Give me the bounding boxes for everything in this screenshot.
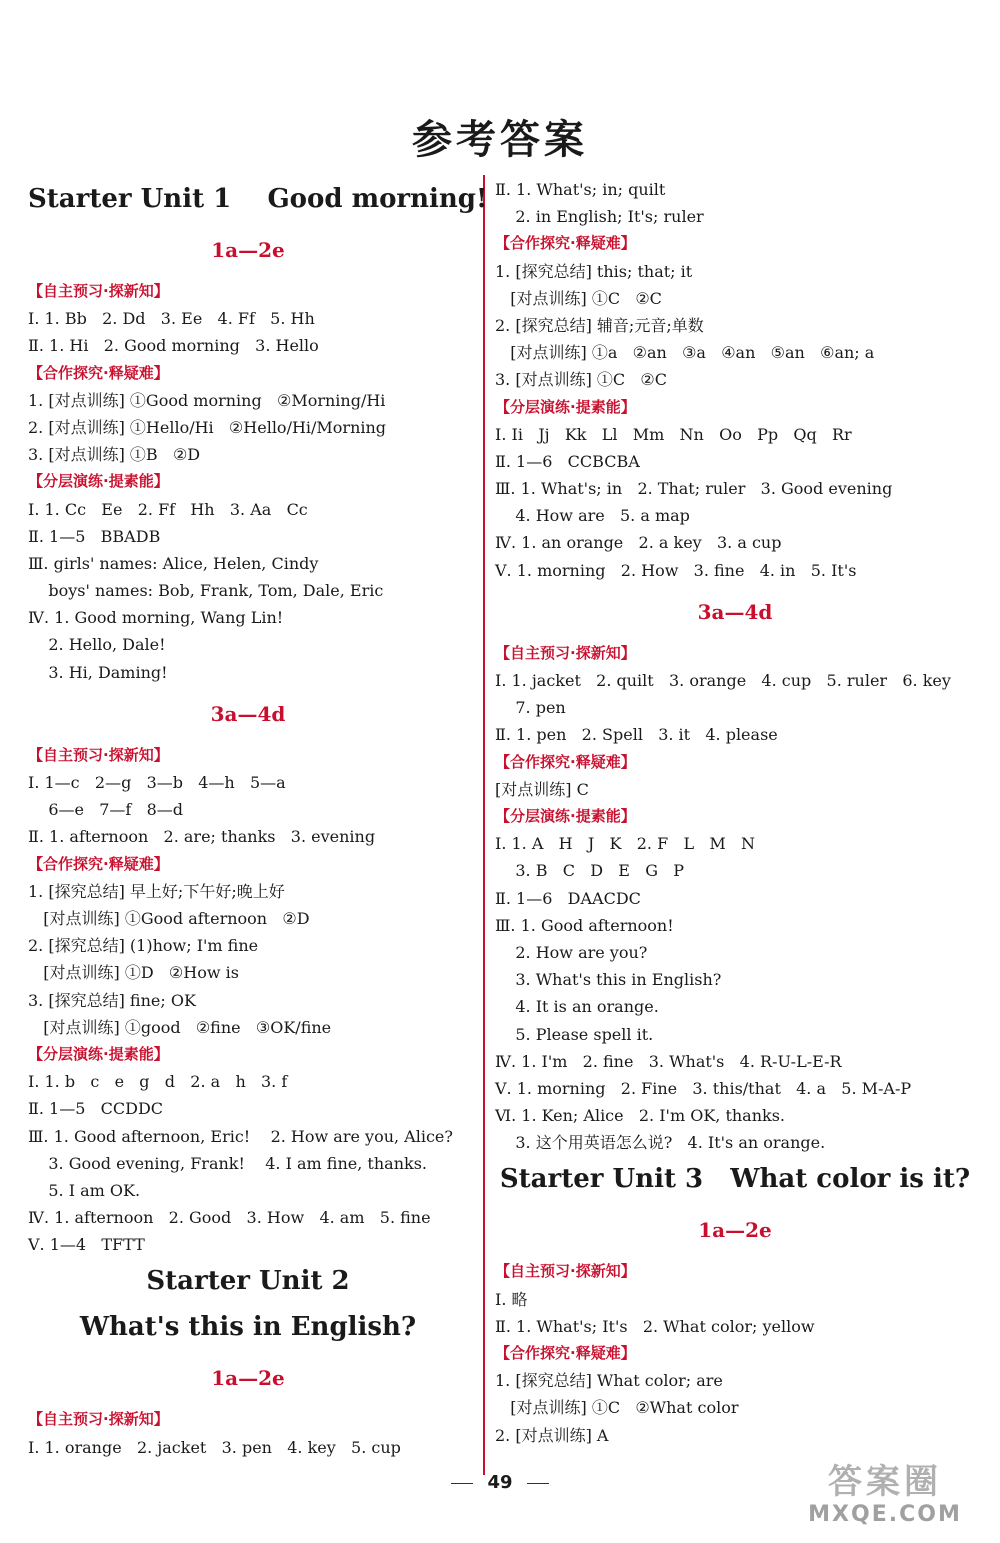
right-column bbox=[495, 176, 975, 1449]
answer-line: 2. [对点训练] ①Hello/Hi ②Hello/Hi/Morning bbox=[28, 417, 387, 437]
answer-line: 4. It is an orange. bbox=[495, 997, 659, 1017]
section-label: 【合作探究·释疑难】 bbox=[495, 752, 636, 771]
unit-heading: Starter Unit 2 bbox=[146, 1266, 350, 1297]
section-label: 【自主预习·探新知】 bbox=[28, 1410, 169, 1429]
answer-line: Ⅳ. 1. Good morning, Wang Lin! bbox=[28, 608, 284, 628]
answer-line: Ⅱ. 1—5 CCDDC bbox=[28, 1099, 164, 1119]
answer-line: Ⅴ. 1—4 TFTT bbox=[28, 1235, 145, 1255]
watermark-logo-text: 答案圈 bbox=[828, 1462, 942, 1502]
answer-line: 6—e 7—f 8—d bbox=[28, 800, 184, 820]
page-number-dash-left bbox=[451, 1483, 473, 1484]
answer-line: 5. I am OK. bbox=[28, 1180, 141, 1200]
answer-line: Ⅱ. 1. pen 2. Spell 3. it 4. please bbox=[495, 725, 778, 745]
section-label: 【合作探究·释疑难】 bbox=[28, 363, 169, 382]
answer-line: Ⅱ. 1. What's; in; quilt bbox=[495, 180, 666, 199]
section-label: 【分层演练·提素能】 bbox=[495, 807, 636, 825]
column-divider bbox=[483, 175, 485, 1475]
lesson-heading: 1a—2e bbox=[211, 238, 285, 262]
answer-line: Ⅴ. 1. morning 2. How 3. fine 4. in 5. It's bbox=[495, 560, 857, 580]
answer-line: 7. pen bbox=[495, 698, 566, 718]
answer-line: 2. [对点训练] A bbox=[495, 1425, 609, 1445]
answer-line: Ⅲ. girls' names: Alice, Helen, Cindy bbox=[28, 553, 319, 573]
answer-line: Ⅳ. 1. afternoon 2. Good 3. How 4. am 5. fine bbox=[28, 1208, 431, 1228]
lesson-heading: 3a—4d bbox=[697, 599, 773, 624]
answer-line: Ⅲ. 1. Good afternoon! bbox=[495, 915, 674, 935]
lesson-heading: 1a—2e bbox=[211, 1366, 285, 1391]
answer-line: 2. How are you? bbox=[495, 942, 648, 962]
unit-heading: What's this in English? bbox=[79, 1312, 417, 1343]
answer-line: Ⅰ. 略 bbox=[495, 1289, 528, 1309]
answer-line: Ⅰ. 1. jacket 2. quilt 3. orange 4. cup 5. ruler 6. key bbox=[495, 671, 951, 691]
answer-line: [对点训练] ①good ②fine ③OK/fine bbox=[28, 1017, 332, 1037]
answer-line: Ⅳ. 1. I'm 2. fine 3. What's 4. R-U-L-E-R bbox=[495, 1051, 842, 1071]
page-number-dash-right bbox=[527, 1483, 549, 1484]
watermark-logo bbox=[780, 1462, 990, 1534]
answer-line: 3. [对点训练] ①C ②C bbox=[495, 370, 668, 390]
section-label: 【自主预习·探新知】 bbox=[28, 745, 169, 764]
unit-heading: Starter Unit 3 What color is it? bbox=[499, 1164, 971, 1195]
answer-line: 4. How are 5. a map bbox=[495, 506, 690, 526]
answer-line: 5. Please spell it. bbox=[495, 1024, 654, 1044]
answer-line: Ⅲ. 1. What's; in 2. That; ruler 3. Good evening bbox=[495, 479, 893, 499]
answer-line: [对点训练] ①C ②What color bbox=[495, 1398, 739, 1418]
answer-line: Ⅱ. 1. Hi 2. Good morning 3. Hello bbox=[28, 336, 319, 356]
answer-line: 3. B C D E G P bbox=[495, 861, 685, 881]
watermark-site-text: MXQE.COM bbox=[808, 1502, 962, 1527]
section-label: 【自主预习·探新知】 bbox=[28, 282, 169, 300]
answer-line: Ⅰ. 1. Cc Ee 2. Ff Hh 3. Aa Cc bbox=[28, 499, 308, 519]
answer-line: Ⅱ. 1. What's; It's 2. What color; yellow bbox=[495, 1316, 815, 1336]
answer-line: Ⅰ. 1. A H J K 2. F L M N bbox=[495, 834, 755, 854]
answer-line: 1. [对点训练] ①Good morning ②Morning/Hi bbox=[28, 390, 386, 410]
answer-line: Ⅱ. 1. afternoon 2. are; thanks 3. evening bbox=[28, 827, 376, 847]
section-label: 【分层演练·提素能】 bbox=[28, 472, 169, 491]
answer-line: [对点训练] ①D ②How is bbox=[28, 963, 239, 983]
answer-line: Ⅱ. 1—6 DAACDC bbox=[495, 888, 641, 908]
answer-line: 2. [探究总结] 辅音;元音;单数 bbox=[495, 315, 704, 335]
answer-line: Ⅰ. 1. Bb 2. Dd 3. Ee 4. Ff 5. Hh bbox=[28, 309, 315, 329]
answer-line: Ⅱ. 1—6 CCBCBA bbox=[495, 451, 640, 471]
answer-line: [对点训练] ①a ②an ③a ④an ⑤an ⑥an; a bbox=[495, 343, 875, 363]
answer-line: Ⅰ. 1. orange 2. jacket 3. pen 4. key 5. cup bbox=[28, 1437, 401, 1457]
answer-line: Ⅱ. 1—5 BBADB bbox=[28, 526, 161, 546]
section-label: 【合作探究·释疑难】 bbox=[495, 234, 636, 253]
section-label: 【自主预习·探新知】 bbox=[495, 1262, 636, 1281]
page-title: 参考答案 bbox=[412, 117, 588, 163]
answer-line: 1. [探究总结] What color; are bbox=[495, 1371, 723, 1391]
answer-line: Ⅰ. 1. b c e g d 2. a h 3. f bbox=[28, 1072, 288, 1092]
section-label: 【自主预习·探新知】 bbox=[495, 643, 636, 662]
answer-line: Ⅰ. Ii Jj Kk Ll Mm Nn Oo Pp Qq Rr bbox=[495, 424, 852, 444]
section-label: 【合作探究·释疑难】 bbox=[28, 854, 169, 873]
unit-heading: Starter Unit 1 Good morning! bbox=[28, 184, 488, 214]
answer-line: 3. Good evening, Frank! 4. I am fine, thanks. bbox=[28, 1153, 427, 1173]
page-number-value: 49 bbox=[487, 1472, 513, 1493]
answer-line: 3. [探究总结] fine; OK bbox=[28, 990, 196, 1010]
answer-line: 1. [探究总结] this; that; it bbox=[495, 261, 693, 281]
answer-line: 1. [探究总结] 早上好;下午好;晚上好 bbox=[28, 881, 285, 901]
answer-line: 3. [对点训练] ①B ②D bbox=[28, 445, 201, 465]
answer-line: boys' names: Bob, Frank, Tom, Dale, Eric bbox=[28, 581, 384, 601]
answer-line: Ⅰ. 1—c 2—g 3—b 4—h 5—a bbox=[28, 773, 286, 793]
left-column bbox=[28, 176, 488, 1461]
answer-line: 2. in English; It's; ruler bbox=[495, 207, 704, 227]
answer-line: Ⅳ. 1. an orange 2. a key 3. a cup bbox=[495, 533, 782, 553]
answer-line: [对点训练] ①Good afternoon ②D bbox=[28, 909, 310, 929]
answer-line: Ⅲ. 1. Good afternoon, Eric! 2. How are you, Alice? bbox=[28, 1126, 453, 1146]
answer-line: Ⅴ. 1. morning 2. Fine 3. this/that 4. a 5. M-A-P bbox=[495, 1078, 912, 1098]
answer-line: 3. 这个用英语怎么说? 4. It's an orange. bbox=[495, 1133, 826, 1153]
section-label: 【分层演练·提素能】 bbox=[495, 397, 636, 416]
answer-line: 2. Hello, Dale! bbox=[28, 635, 166, 655]
answer-line: 2. [探究总结] (1)how; I'm fine bbox=[28, 936, 259, 956]
answer-line: [对点训练] ①C ②C bbox=[495, 288, 662, 308]
section-label: 【分层演练·提素能】 bbox=[28, 1044, 169, 1063]
answer-line: 3. Hi, Daming! bbox=[28, 662, 168, 682]
answer-line: 3. What's this in English? bbox=[495, 970, 722, 990]
lesson-heading: 3a—4d bbox=[210, 701, 286, 726]
lesson-heading: 1a—2e bbox=[698, 1218, 772, 1243]
answer-line: [对点训练] C bbox=[495, 779, 589, 799]
section-label: 【合作探究·释疑难】 bbox=[495, 1344, 636, 1363]
answer-line: Ⅵ. 1. Ken; Alice 2. I'm OK, thanks. bbox=[495, 1106, 786, 1126]
